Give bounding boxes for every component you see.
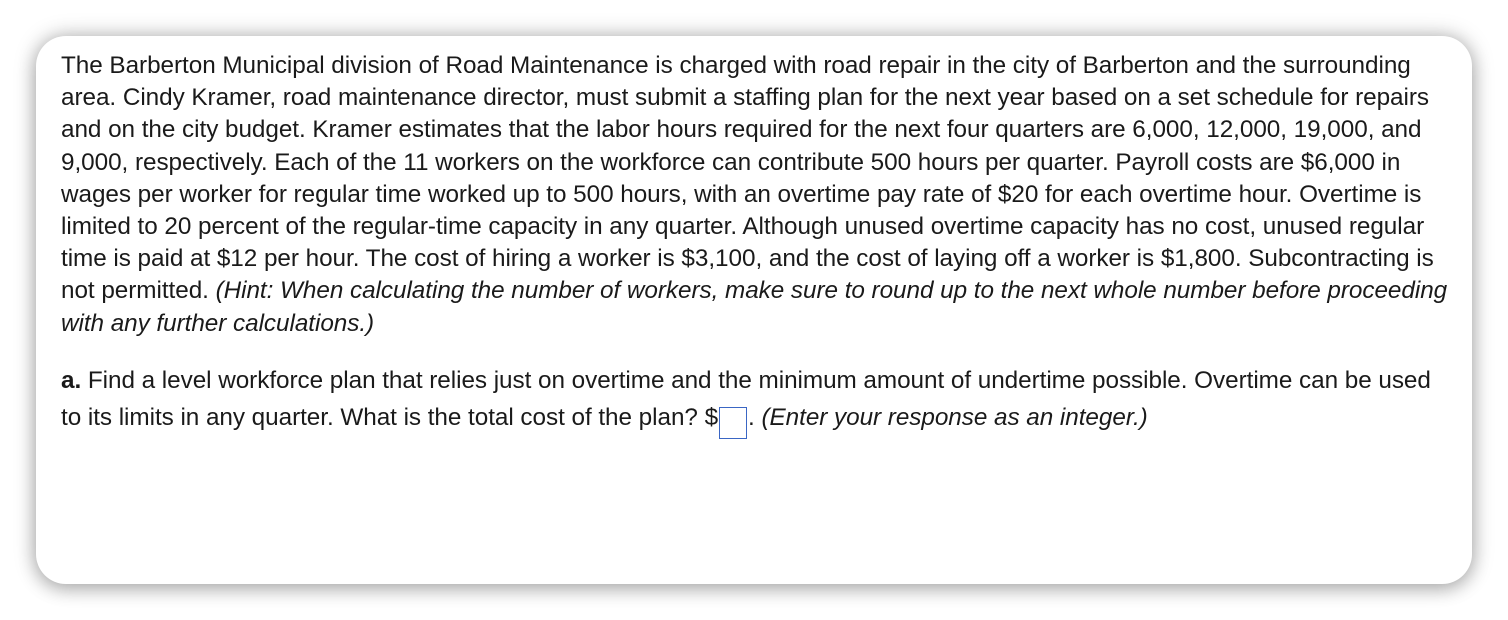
problem-hint: (Hint: When calculating the number of workers, make sure to round up to the next whole number before proceeding with any further calculations.) [61,277,1448,337]
question-text: Find a level workforce plan that relies just on overtime and the minimum amount of undertime possible. Overtime can be used to its limits in any quarter. What is the total cost of the plan? $ [61,366,1431,431]
problem-text: The Barberton Municipal division of Road Maintenance is charged with road repair in the city of Barberton and the surrounding area. Cindy Kramer, road maintenance director, must submit a staffing plan for the next year based on a set schedule for repairs and on the city budget. Kramer estimates that the labor hours required for the next four quarters are 6,000, 12,000, 19,000, and 9,000, respectively. Each of the 11 workers on the workforce can contribute 500 hours per quarter. Payroll costs are $6,000 in wages per worker for regular time worked up to 500 hours, with an overtime pay rate of $20 for each overtime hour. Overtime is limited to 20 percent of the regular-time capacity in any quarter. Although unused overtime capacity has no cost, unused regular time is paid at $12 per hour. The cost of hiring a worker is $3,100, and the cost of laying off a worker is $1,800. Subcontracting is not permitted. [61,52,1434,305]
question-part-a [61,362,1448,439]
answer-period: . [748,403,755,431]
answer-instruction: (Enter your response as an integer.) [761,403,1148,431]
question-card [36,36,1472,584]
answer-input[interactable] [719,407,747,439]
problem-statement [61,50,1448,340]
part-label: a. [61,366,82,394]
